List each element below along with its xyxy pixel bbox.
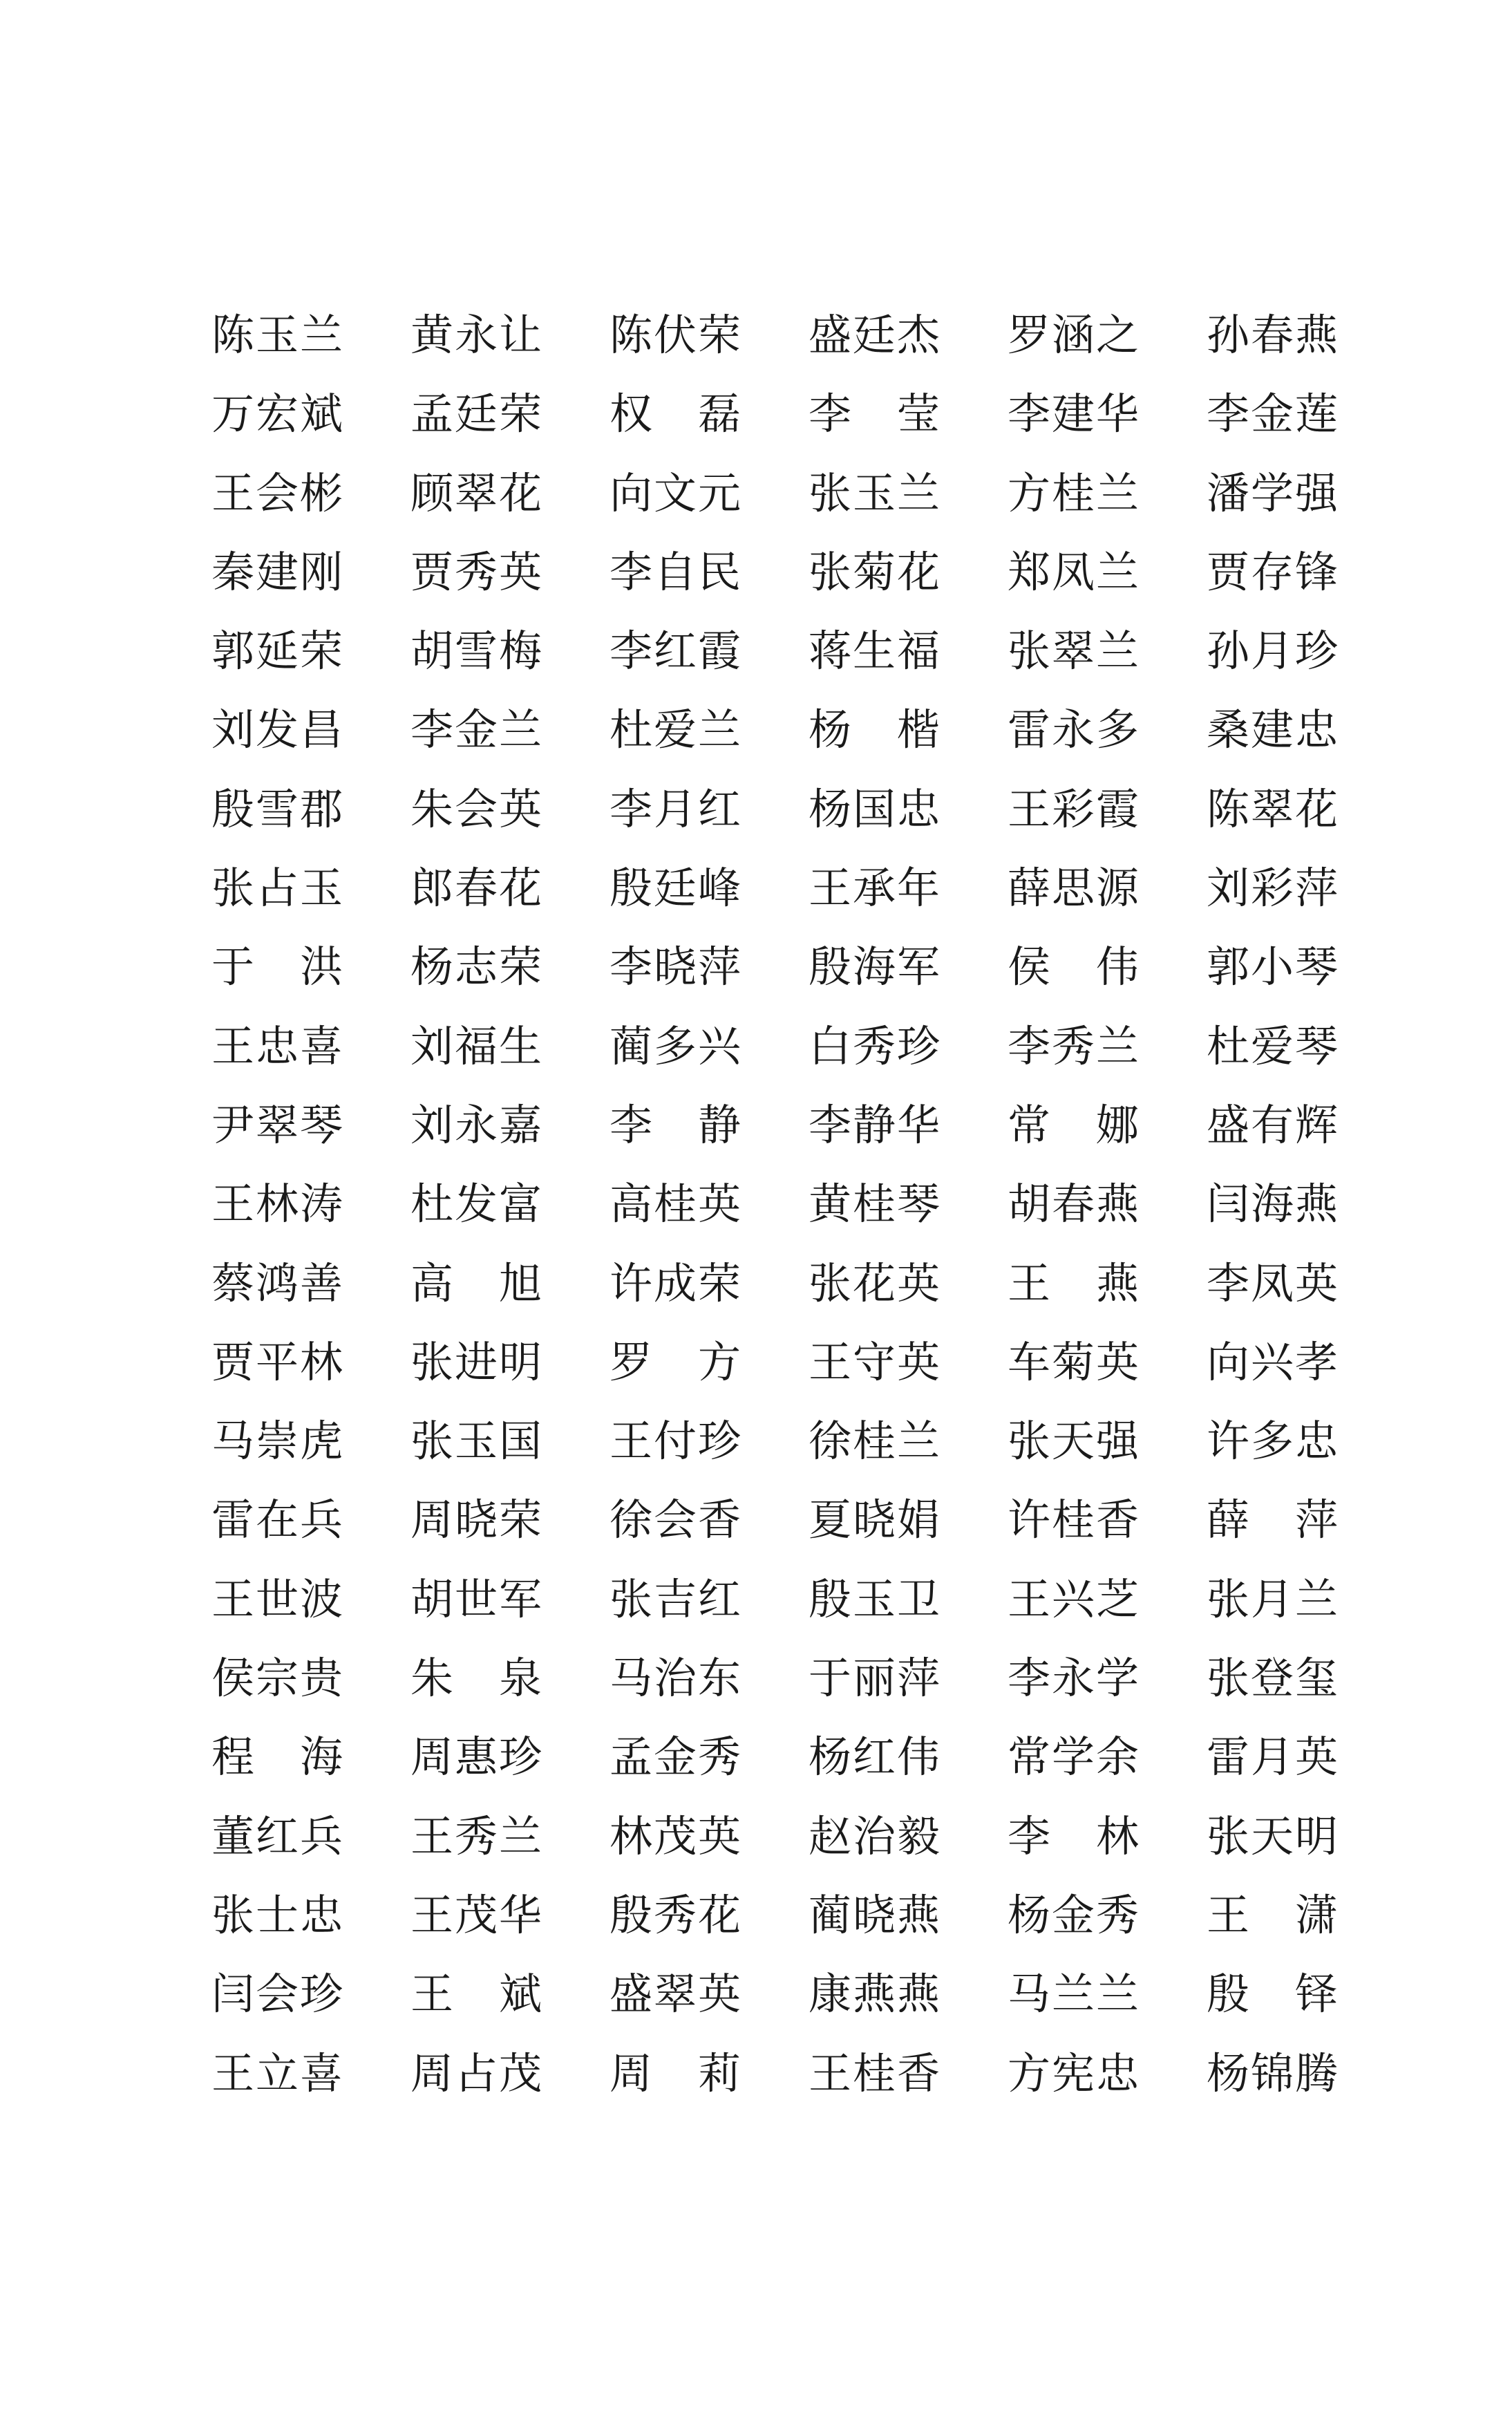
name-entry: 陈翠花 (1207, 783, 1340, 834)
name-entry: 权 磊 (609, 388, 743, 440)
name-entry: 王秀兰 (410, 1810, 544, 1861)
name-entry: 尹翠琴 (211, 1099, 345, 1150)
name-entry: 胡世军 (410, 1573, 544, 1624)
name-entry: 盛廷杰 (809, 310, 942, 360)
name-entry: 于 洪 (211, 941, 345, 993)
name-entry: 王忠喜 (211, 1020, 345, 1071)
name-entry: 潘学强 (1207, 467, 1340, 518)
name-entry: 常学余 (1008, 1732, 1141, 1783)
name-entry: 许多忠 (1207, 1416, 1340, 1467)
name-entry: 杜爱琴 (1207, 1020, 1340, 1071)
name-entry: 张玉国 (410, 1416, 544, 1467)
name-entry: 车菊英 (1008, 1336, 1141, 1387)
name-entry: 王林涛 (211, 1179, 345, 1230)
name-entry: 杨志荣 (410, 941, 544, 993)
name-entry: 于丽萍 (809, 1653, 942, 1704)
name-entry: 殷玉卫 (809, 1573, 942, 1624)
name-entry: 王 燕 (1008, 1257, 1141, 1308)
name-entry: 王桂香 (809, 2047, 942, 2099)
name-entry: 殷秀花 (609, 1889, 743, 1940)
name-entry: 李红霞 (609, 626, 743, 677)
name-entry: 侯宗贵 (211, 1653, 345, 1704)
name-entry: 刘永嘉 (410, 1099, 544, 1150)
name-entry: 张进明 (410, 1336, 544, 1387)
name-entry: 张吉红 (609, 1573, 743, 1624)
name-entry: 杨国忠 (809, 783, 942, 834)
name-entry: 罗涵之 (1008, 310, 1141, 360)
name-entry: 徐会香 (609, 1494, 743, 1546)
name-entry: 王世波 (211, 1573, 345, 1624)
name-entry: 方宪忠 (1008, 2047, 1141, 2099)
name-entry: 胡春燕 (1008, 1179, 1141, 1230)
name-entry: 殷海军 (809, 941, 942, 993)
name-entry: 孙春燕 (1207, 310, 1340, 360)
name-entry: 黄永让 (410, 310, 544, 360)
name-entry: 贾秀英 (410, 546, 544, 597)
name-entry: 黄桂琴 (809, 1179, 942, 1230)
name-entry: 闫会珍 (211, 1969, 345, 2020)
name-entry: 朱 泉 (410, 1653, 544, 1704)
name-entry: 刘彩萍 (1207, 863, 1340, 914)
name-entry: 夏晓娟 (809, 1494, 942, 1546)
name-entry: 蔡鸿善 (211, 1257, 345, 1308)
name-entry: 王会彬 (211, 467, 345, 518)
name-entry: 马治东 (609, 1653, 743, 1704)
name-entry: 杨 楷 (809, 704, 942, 756)
name-entry: 王守英 (809, 1336, 942, 1387)
name-entry: 孟金秀 (609, 1732, 743, 1783)
name-entry: 张天明 (1207, 1810, 1340, 1861)
name-entry: 杨金秀 (1008, 1889, 1141, 1940)
name-entry: 郭小琴 (1207, 941, 1340, 993)
name-entry: 张登玺 (1207, 1653, 1340, 1704)
name-entry: 殷廷峰 (609, 863, 743, 914)
name-entry: 李建华 (1008, 388, 1141, 440)
name-entry: 李凤英 (1207, 1257, 1340, 1308)
name-entry: 杨红伟 (809, 1732, 942, 1783)
name-entry: 徐桂兰 (809, 1416, 942, 1467)
name-entry: 王立喜 (211, 2047, 345, 2099)
name-entry: 刘福生 (410, 1020, 544, 1071)
name-entry: 蔺多兴 (609, 1020, 743, 1071)
name-entry: 李晓萍 (609, 941, 743, 993)
name-entry: 常 娜 (1008, 1099, 1141, 1150)
name-list-grid (211, 296, 1365, 2113)
name-entry: 张玉兰 (809, 467, 942, 518)
name-entry: 陈伏荣 (609, 310, 743, 360)
name-entry: 郭延荣 (211, 626, 345, 677)
name-entry: 白秀珍 (809, 1020, 942, 1071)
name-entry: 秦建刚 (211, 546, 345, 597)
name-entry: 孟廷荣 (410, 388, 544, 440)
name-entry: 雷永多 (1008, 704, 1141, 756)
name-entry: 李金莲 (1207, 388, 1340, 440)
name-entry: 向文元 (609, 467, 743, 518)
name-entry: 王承年 (809, 863, 942, 914)
name-entry: 董红兵 (211, 1810, 345, 1861)
name-entry: 雷月英 (1207, 1732, 1340, 1783)
name-entry: 薛 萍 (1207, 1494, 1340, 1546)
name-entry: 孙月珍 (1207, 626, 1340, 677)
name-entry: 高桂英 (609, 1179, 743, 1230)
name-entry: 李月红 (609, 783, 743, 834)
name-entry: 陈玉兰 (211, 310, 345, 360)
name-entry: 李永学 (1008, 1653, 1141, 1704)
name-entry: 王付珍 (609, 1416, 743, 1467)
name-entry: 李 莹 (809, 388, 942, 440)
name-entry: 雷在兵 (211, 1494, 345, 1546)
name-entry: 王兴芝 (1008, 1573, 1141, 1624)
name-entry: 罗 方 (609, 1336, 743, 1387)
name-entry: 郑凤兰 (1008, 546, 1141, 597)
name-entry: 侯 伟 (1008, 941, 1141, 993)
name-entry: 顾翠花 (410, 467, 544, 518)
name-entry: 盛有辉 (1207, 1099, 1340, 1150)
name-entry: 王彩霞 (1008, 783, 1141, 834)
name-entry: 方桂兰 (1008, 467, 1141, 518)
name-entry: 杜发富 (410, 1179, 544, 1230)
name-entry: 周占茂 (410, 2047, 544, 2099)
name-entry: 林茂英 (609, 1810, 743, 1861)
name-entry: 蔺晓燕 (809, 1889, 942, 1940)
name-entry: 蒋生福 (809, 626, 942, 677)
name-entry: 朱会英 (410, 783, 544, 834)
name-entry: 马崇虎 (211, 1416, 345, 1467)
name-entry: 万宏斌 (211, 388, 345, 440)
name-entry: 盛翠英 (609, 1969, 743, 2020)
name-entry: 张翠兰 (1008, 626, 1141, 677)
name-entry: 许桂香 (1008, 1494, 1141, 1546)
name-entry: 李自民 (609, 546, 743, 597)
name-entry: 李秀兰 (1008, 1020, 1141, 1071)
name-entry: 张月兰 (1207, 1573, 1340, 1624)
name-entry: 程 海 (211, 1732, 345, 1783)
name-entry: 贾平林 (211, 1336, 345, 1387)
name-entry: 王茂华 (410, 1889, 544, 1940)
name-entry: 周晓荣 (410, 1494, 544, 1546)
name-entry: 李静华 (809, 1099, 942, 1150)
name-entry: 张花英 (809, 1257, 942, 1308)
name-entry: 杨锦腾 (1207, 2047, 1340, 2099)
name-entry: 刘发昌 (211, 704, 345, 756)
name-entry: 赵治毅 (809, 1810, 942, 1861)
name-entry: 张士忠 (211, 1889, 345, 1940)
name-entry: 闫海燕 (1207, 1179, 1340, 1230)
name-entry: 康燕燕 (809, 1969, 942, 2020)
name-entry: 高 旭 (410, 1257, 544, 1308)
name-entry: 许成荣 (609, 1257, 743, 1308)
name-entry: 张占玉 (211, 863, 345, 914)
name-entry: 向兴孝 (1207, 1336, 1340, 1387)
name-entry: 王 斌 (410, 1969, 544, 2020)
name-entry: 王 潇 (1207, 1889, 1340, 1940)
name-entry: 贾存锋 (1207, 546, 1340, 597)
name-entry: 薛思源 (1008, 863, 1141, 914)
name-entry: 殷 铎 (1207, 1969, 1340, 2020)
name-entry: 周 莉 (609, 2047, 743, 2099)
name-entry: 李金兰 (410, 704, 544, 756)
name-entry: 桑建忠 (1207, 704, 1340, 756)
name-entry: 殷雪郡 (211, 783, 345, 834)
name-entry: 郎春花 (410, 863, 544, 914)
name-entry: 周惠珍 (410, 1732, 544, 1783)
name-entry: 李 静 (609, 1099, 743, 1150)
name-entry: 马兰兰 (1008, 1969, 1141, 2020)
name-entry: 胡雪梅 (410, 626, 544, 677)
name-entry: 张天强 (1008, 1416, 1141, 1467)
name-entry: 杜爱兰 (609, 704, 743, 756)
name-entry: 李 林 (1008, 1810, 1141, 1861)
name-entry: 张菊花 (809, 546, 942, 597)
